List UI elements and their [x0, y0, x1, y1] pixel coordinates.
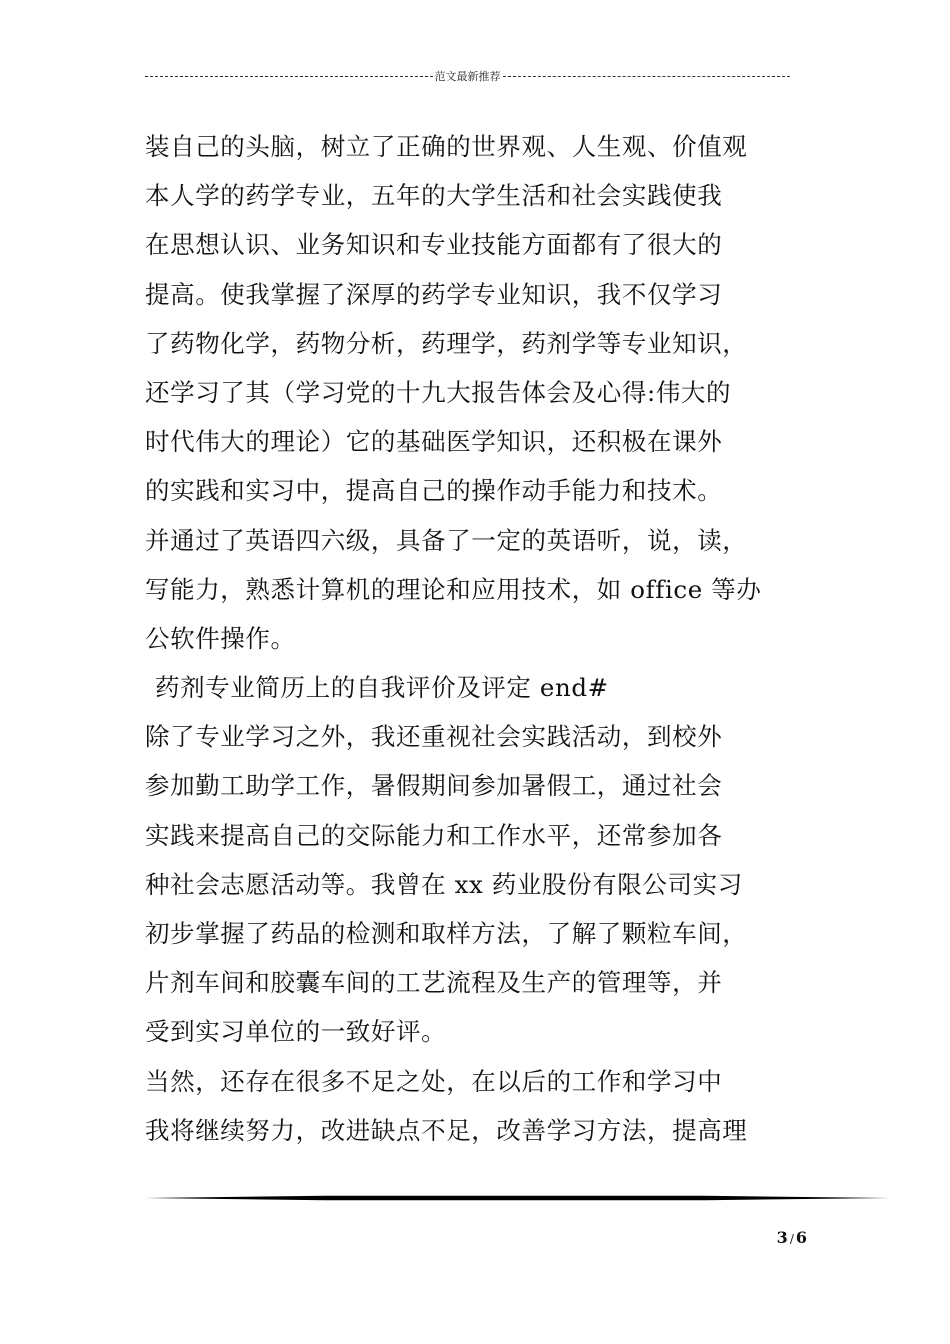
text-line: 了药物化学，药物分析，药理学，药剂学等专业知识，: [145, 328, 748, 358]
header-left-dashed-line: [145, 76, 433, 77]
text-line: 我将继续努力，改进缺点不足，改善学习方法，提高理: [145, 1115, 748, 1145]
text-line: 种社会志愿活动等。我曾在 xx 药业股份有限公司实习: [145, 869, 743, 899]
text-line: 实践来提高自己的交际能力和工作水平，还常参加各: [145, 820, 723, 850]
page-separator: /: [789, 1232, 794, 1246]
header-title: 范文最新推荐: [434, 70, 501, 83]
text-line: 当然，还存在很多不足之处，在以后的工作和学习中: [145, 1066, 723, 1096]
text-line: 片剂车间和胶囊车间的工艺流程及生产的管理等，并: [145, 968, 723, 998]
text-line: 初步掌握了药品的检测和取样方法，了解了颗粒车间，: [145, 919, 748, 948]
text-line: 参加勤工助学工作，暑假期间参加暑假工，通过社会: [145, 771, 723, 801]
text-line: 写能力，熟悉计算机的理论和应用技术，如 office 等办: [145, 574, 762, 604]
page-header: [145, 66, 790, 86]
section-heading: 药剂专业简历上的自我评价及评定 end#: [155, 673, 609, 703]
footer-divider: [145, 1193, 890, 1203]
text-line: 还学习了其（学习党的十九大报告体会及心得:伟大的: [145, 377, 732, 407]
text-line: 并通过了英语四六级，具备了一定的英语听，说，读，: [145, 525, 748, 555]
document-body: [145, 122, 835, 1155]
header-right-dashed-line: [503, 76, 791, 77]
text-line: 除了专业学习之外，我还重视社会实践活动，到校外: [145, 722, 723, 752]
page-total: 6: [795, 1228, 807, 1247]
text-line: 时代伟大的理论）它的基础医学知识，还积极在课外: [145, 427, 723, 457]
text-line: 公软件操作。: [145, 623, 296, 653]
text-line: 本人学的药学专业，五年的大学生活和社会实践使我: [145, 181, 723, 211]
text-line: 装自己的头脑，树立了正确的世界观、人生观、价值观: [145, 132, 748, 161]
page-number: [777, 1228, 807, 1247]
text-line: 提高。使我掌握了深厚的药学专业知识，我不仅学习: [145, 279, 723, 309]
text-line: 在思想认识、业务知识和专业技能方面都有了很大的: [145, 230, 723, 260]
text-line: 的实践和实习中，提高自己的操作动手能力和技术。: [145, 476, 723, 506]
text-line: 受到实习单位的一致好评。: [145, 1017, 447, 1047]
page-current: 3: [776, 1228, 788, 1247]
